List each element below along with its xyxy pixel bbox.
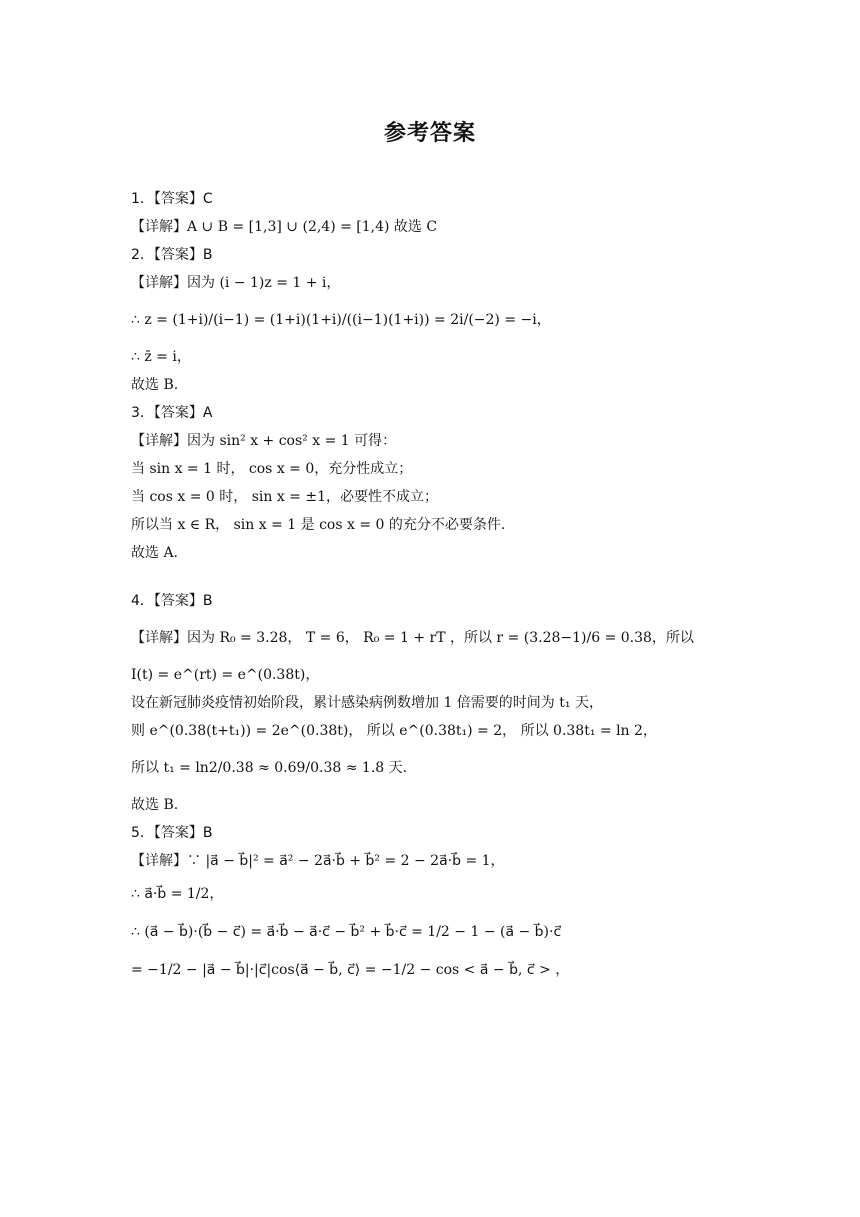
answer-3-line: 故选 A. — [131, 545, 179, 561]
answer-3-heading: 3．【答案】A — [131, 405, 213, 421]
answer-4-line: 则 e^(0.38(t+t₁)) = 2e^(0.38t)， 所以 e^(0.38t₁) = 2， 所以 0.38t₁ = ln 2， — [131, 723, 657, 739]
answer-4-heading: 4．【答案】B — [131, 593, 213, 609]
answer-2-line: 【详解】因为 (i − 1)z = 1 + i， — [131, 275, 341, 291]
answer-2-line: 故选 B. — [131, 377, 179, 393]
page-title: 参考答案 — [383, 121, 476, 146]
answer-3-line: 当 cos x = 0 时， sin x = ±1，必要性不成立； — [131, 489, 438, 505]
answer-4-line: 所以 t₁ = ln2/0.38 ≈ 0.69/0.38 ≈ 1.8 天. — [131, 760, 408, 776]
answer-2-heading: 2．【答案】B — [131, 247, 213, 263]
answer-3-line: 【详解】因为 sin² x + cos² x = 1 可得： — [131, 433, 397, 449]
answer-4-line: 故选 B. — [131, 797, 179, 813]
answer-4-line: I(t) = e^(rt) = e^(0.38t)， — [131, 667, 320, 683]
answer-4-line: 【详解】因为 R₀ = 3.28， T = 6， R₀ = 1 + rT ，所以 r = (3.28−1)/6 = 0.38，所以 — [131, 630, 694, 646]
answer-5-line: ∴ (a⃗ − b⃗)·(b⃗ − c⃗) = a⃗·b⃗ − a⃗·c⃗ − b⃗² + b⃗·c⃗ = 1/2 − 1 − (a⃗ − b⃗)·c⃗ — [131, 924, 562, 940]
answer-list — [131, 188, 751, 986]
answer-5-line: ∴ a⃗·b⃗ = 1/2， — [131, 886, 224, 902]
answer-4-line: 设在新冠肺炎疫情初始阶段，累计感染病例数增加 1 倍需要的时间为 t₁ 天， — [131, 695, 603, 711]
answer-5-heading: 5．【答案】B — [131, 825, 213, 841]
answer-1-detail: 【详解】A ∪ B = [1,3] ∪ (2,4) = [1,4) 故选 C — [131, 219, 438, 235]
answer-1-heading: 1．【答案】C — [131, 191, 213, 207]
answer-3-line: 所以当 x ∈ R， sin x = 1 是 cos x = 0 的充分不必要条件. — [131, 517, 506, 533]
answer-5-line: = −1/2 − |a⃗ − b⃗|·|c⃗|cos⟨a⃗ − b⃗, c⃗⟩ = −1/2 − cos < a⃗ − b⃗, c⃗ > ， — [131, 962, 570, 978]
answer-2-line: ∴ z̄ = i， — [131, 349, 191, 365]
answer-2-line: ∴ z = (1+i)/(i−1) = (1+i)(1+i)/((i−1)(1+i)) = 2i/(−2) = −i， — [131, 312, 551, 328]
answer-3-line: 当 sin x = 1 时， cos x = 0，充分性成立； — [131, 461, 413, 477]
answer-5-line: 【详解】∵ |a⃗ − b⃗|² = a⃗² − 2a⃗·b⃗ + b⃗² = 2 − 2a⃗·b⃗ = 1， — [131, 853, 505, 869]
